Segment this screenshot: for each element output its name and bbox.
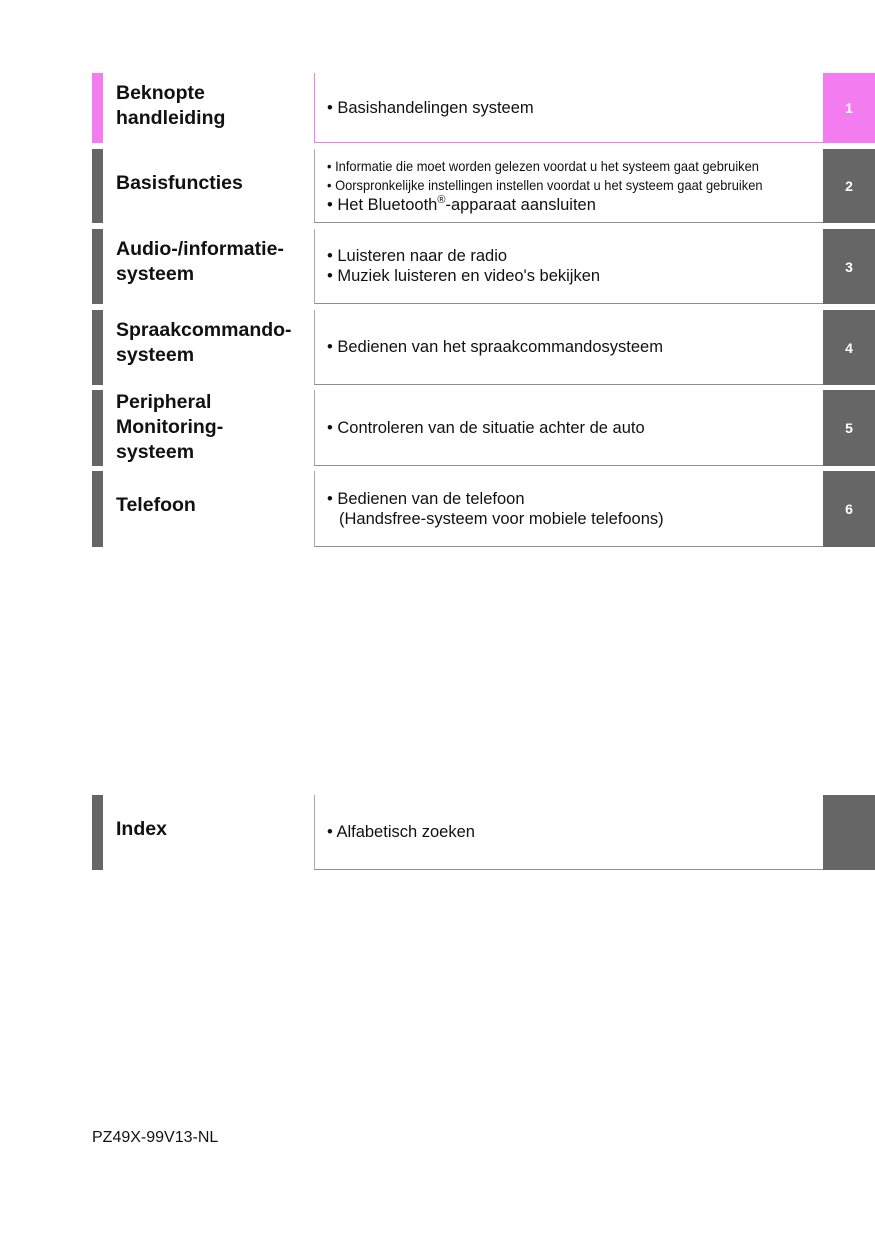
section-content	[314, 229, 823, 304]
section-title: Spraakcommando- systeem	[116, 319, 292, 366]
section-content	[314, 73, 823, 143]
registered-mark: ®	[437, 193, 446, 206]
section-content	[314, 310, 823, 385]
section-title: Beknopte handleiding	[116, 82, 226, 129]
toc-section-peripheral-monitoring[interactable]	[92, 390, 875, 466]
section-title: Index	[116, 818, 167, 840]
document-code: PZ49X-99V13-NL	[92, 1129, 219, 1146]
section-item[interactable]: • Luisteren naar de radio	[327, 247, 508, 265]
section-item[interactable]: • Bedienen van de telefoon	[327, 489, 525, 508]
toc-section-beknopte-handleiding[interactable]	[92, 73, 875, 143]
section-title: Telefoon	[116, 494, 196, 516]
section-tab-3[interactable]: 3	[823, 229, 875, 304]
section-item[interactable]: • Alfabetisch zoeken	[327, 823, 475, 841]
section-tab-index[interactable]	[823, 795, 875, 870]
section-accent-bar	[92, 471, 103, 547]
section-tab-4[interactable]: 4	[823, 310, 875, 385]
toc-section-audio-informatiesysteem[interactable]	[92, 229, 875, 304]
section-item[interactable]: • Muziek luisteren en video's bekijken	[327, 267, 601, 285]
section-title: Basisfuncties	[116, 172, 243, 194]
section-item[interactable]: • Basishandelingen systeem	[327, 98, 534, 117]
section-accent-bar	[92, 229, 103, 304]
section-tab-1[interactable]: 1	[823, 73, 875, 143]
section-content	[314, 795, 823, 870]
section-item-text: -apparaat aansluiten	[445, 195, 596, 214]
section-content	[314, 149, 823, 223]
section-item[interactable]: • Oorspronkelijke instellingen instellen voordat u het systeem gaat gebruiken	[327, 176, 763, 193]
section-content	[314, 471, 823, 547]
section-accent-bar	[92, 390, 103, 466]
section-item-text: • Het Bluetooth	[327, 195, 438, 214]
section-item[interactable]: • Informatie die moet worden gelezen voordat u het systeem gaat gebruiken	[327, 157, 759, 174]
section-content	[314, 390, 823, 466]
section-tab-2[interactable]: 2	[823, 149, 875, 223]
section-tab-5[interactable]: 5	[823, 390, 875, 466]
section-title: Audio-/informatie- systeem	[116, 238, 284, 285]
section-accent-bar	[92, 795, 103, 870]
toc-section-telefoon[interactable]	[92, 471, 875, 547]
toc-section-spraakcommandosysteem[interactable]	[92, 310, 875, 385]
section-item[interactable]	[327, 195, 813, 215]
section-accent-bar	[92, 73, 103, 143]
section-item: (Handsfree-systeem voor mobiele telefoons)	[339, 509, 664, 528]
section-tab-6[interactable]: 6	[823, 471, 875, 547]
section-item[interactable]: • Bedienen van het spraakcommandosysteem	[327, 338, 663, 356]
section-title: Peripheral Monitoring- systeem	[116, 391, 224, 463]
section-accent-bar	[92, 149, 103, 223]
section-item[interactable]: • Controleren van de situatie achter de auto	[327, 418, 645, 437]
toc-section-index[interactable]	[92, 795, 875, 870]
toc-section-basisfuncties[interactable]	[92, 149, 875, 223]
section-accent-bar	[92, 310, 103, 385]
